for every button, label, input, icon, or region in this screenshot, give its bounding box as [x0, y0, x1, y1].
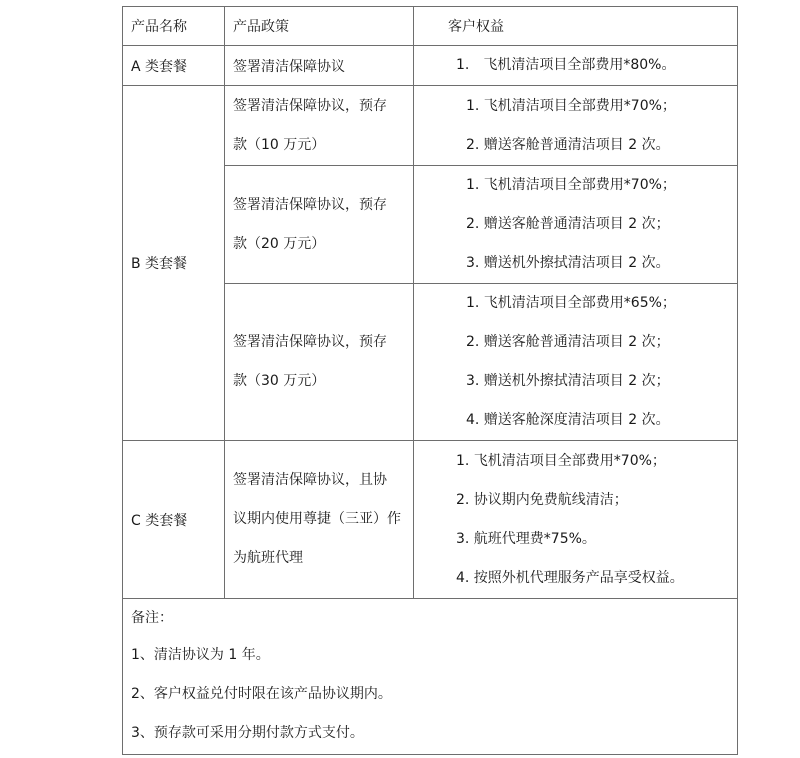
package-c-benefits: [414, 441, 738, 599]
notes-cell: [123, 599, 738, 755]
benefit-item: 3. 赠送机外擦拭清洁项目 2 次；: [466, 373, 670, 389]
header-row: [123, 7, 738, 46]
benefit-item: 1. 飞机清洁项目全部费用*70%；: [466, 97, 676, 114]
package-c-name: C 类套餐: [123, 441, 225, 599]
benefit-item: 1. 飞机清洁项目全部费用*65%；: [466, 295, 676, 311]
benefit-item: 2. 赠送客舱普通清洁项目 2 次；: [466, 216, 670, 232]
package-a-policy: 签署清洁保障协议: [225, 46, 414, 86]
benefit-item: 4. 赠送客舱深度清洁项目 2 次。: [466, 412, 670, 428]
package-a-name: A 类套餐: [123, 46, 225, 86]
package-table: [122, 6, 738, 755]
policy-line: 款（20 万元）: [233, 235, 326, 252]
package-a-row: [123, 46, 738, 86]
benefit-item: 3. 赠送机外擦拭清洁项目 2 次。: [466, 255, 670, 271]
notes-title: 备注：: [131, 610, 173, 626]
header-product-name: 产品名称: [123, 7, 225, 46]
package-b-tier-1-policy: [225, 86, 414, 166]
policy-line: 签署清洁保障协议，预存: [233, 334, 387, 350]
package-b-tier-2-policy: [225, 166, 414, 284]
notes-row: [123, 599, 738, 755]
note-item: 1、清洁协议为 1 年。: [131, 647, 270, 663]
note-item: 2、客户权益兑付时限在该产品协议期内。: [131, 686, 392, 702]
benefit-item: 3. 航班代理费*75%。: [456, 530, 596, 547]
package-b-tier-3-benefits: [414, 284, 738, 441]
benefit-item: 1. 飞机清洁项目全部费用*80%。: [456, 57, 676, 73]
note-item: 3、预存款可采用分期付款方式支付。: [131, 725, 364, 741]
header-product-policy: 产品政策: [225, 7, 414, 46]
policy-line: 款（30 万元）: [233, 373, 326, 389]
header-customer-benefits: 客户权益: [414, 7, 738, 46]
benefit-item: 1. 飞机清洁项目全部费用*70%；: [456, 452, 666, 469]
package-b-tier-1-benefits: [414, 86, 738, 166]
policy-line: 签署清洁保障协议，预存: [233, 97, 387, 114]
package-b-tier-3-policy: [225, 284, 414, 441]
policy-line: 议期内使用尊捷（三亚）作: [233, 511, 401, 527]
benefit-item: 2. 赠送客舱普通清洁项目 2 次；: [466, 334, 670, 350]
benefit-item: 4. 按照外机代理服务产品享受权益。: [456, 569, 684, 586]
package-c-policy: [225, 441, 414, 599]
policy-line: 为航班代理: [233, 550, 303, 566]
policy-line: 签署清洁保障协议，预存: [233, 196, 387, 213]
policy-line: 签署清洁保障协议，且协: [233, 472, 387, 488]
package-c-row: [123, 441, 738, 599]
package-b-tier-2-benefits: [414, 166, 738, 284]
policy-line: 款（10 万元）: [233, 136, 326, 153]
package-b-tier-1-row: [123, 86, 738, 166]
benefit-item: 2. 协议期内免费航线清洁；: [456, 491, 628, 508]
package-a-benefits: [414, 46, 738, 86]
package-b-name: B 类套餐: [123, 86, 225, 441]
benefit-item: 2. 赠送客舱普通清洁项目 2 次。: [466, 136, 670, 153]
benefit-item: 1. 飞机清洁项目全部费用*70%；: [466, 177, 676, 193]
